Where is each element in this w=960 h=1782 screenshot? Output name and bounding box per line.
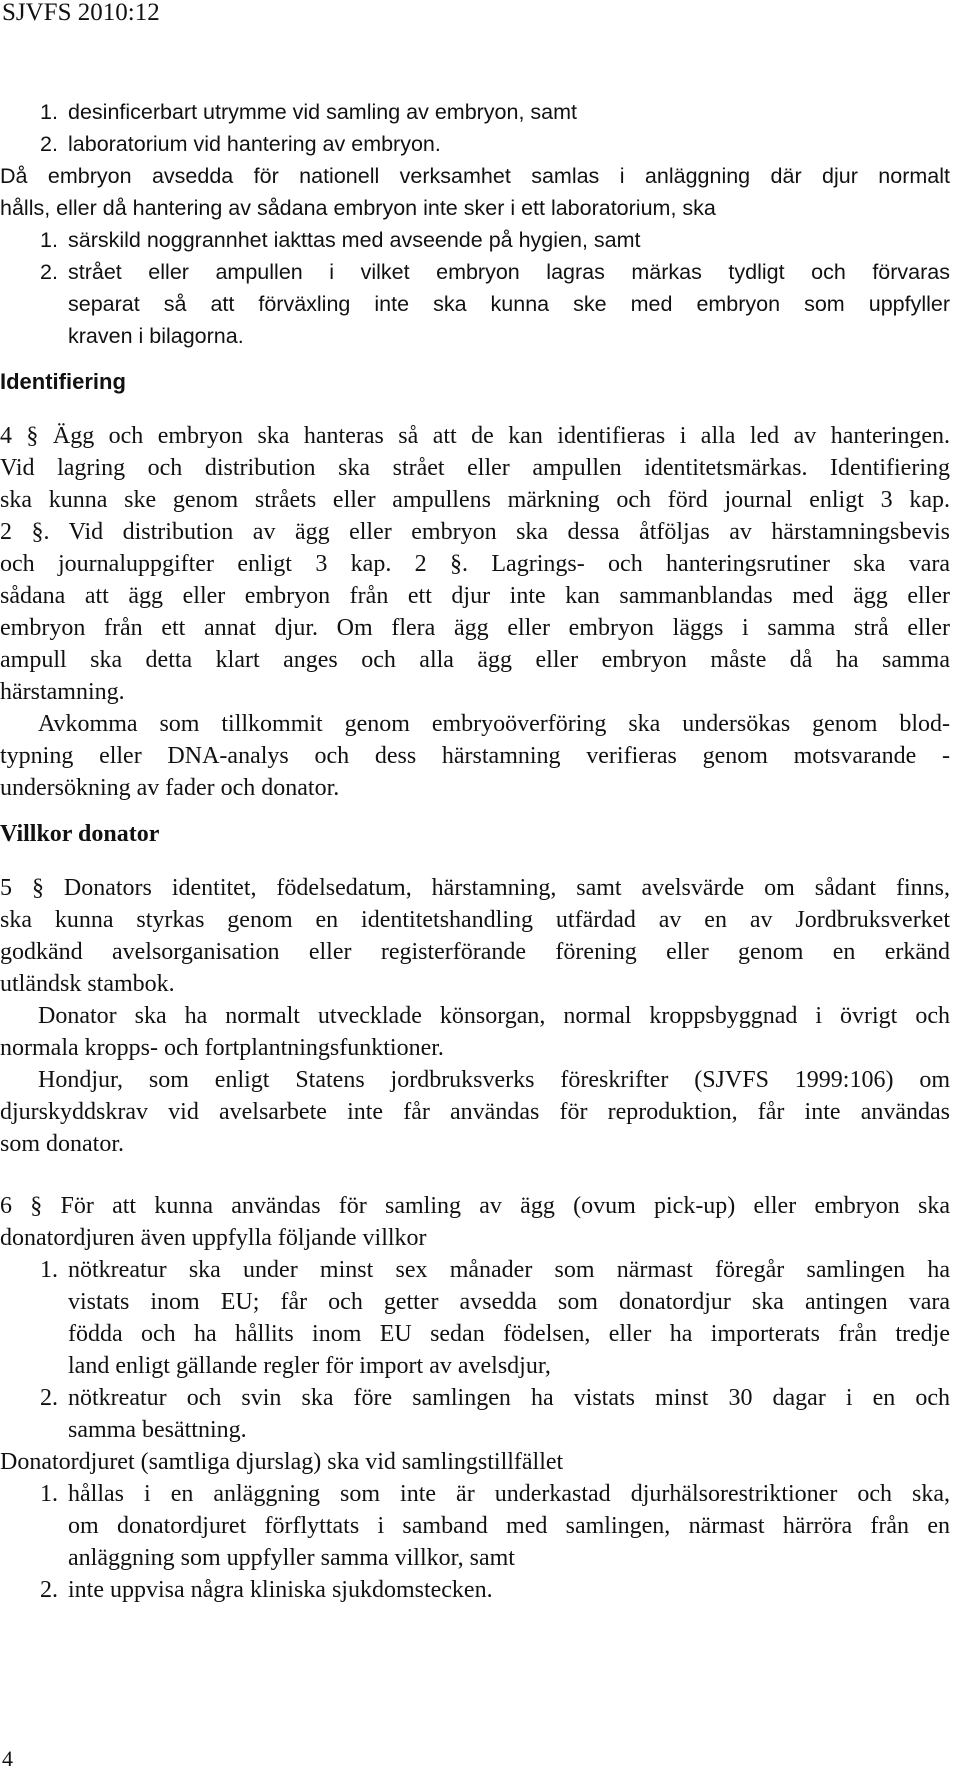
list-number: 2. [40,260,58,284]
text-line: födda och ha hållits inom EU sedan födelsen, eller ha importerats från tredje [68,1321,950,1347]
list-number: 1. [40,1257,58,1283]
list-item [0,224,950,256]
text-line: ska kunna ske genom stråets eller ampullens märkning och förd journal enligt 3 kap. [0,487,950,513]
paragraph-5 [0,872,950,1000]
text-line: utländsk stambok. [0,971,175,997]
text-line: separat så att förväxling inte ska kunna ske med embryon som uppfyller [68,292,950,316]
text-line: djurskyddskrav vid avelsarbete inte får användas för reproduktion, får inte användas [0,1099,950,1125]
paragraph-offspring [0,708,950,804]
text-line: anläggning som uppfyller samma villkor, samt [68,1545,515,1571]
list-number: 2. [40,132,58,156]
text-line: normala kropps- och fortplantningsfunktioner. [0,1035,444,1061]
list-item [0,1254,950,1382]
text-line: om donatordjuret förflyttats i samband med samlingen, närmast härröra från en [68,1513,950,1539]
list-number: 1. [40,228,58,252]
text-line: donatordjuren även uppfylla följande villkor [0,1225,427,1251]
paragraph-4 [0,420,950,708]
text-line: typning eller DNA-analys och dess härstamning verifieras genom motsvarande - [0,743,950,769]
text-line: 6 § För att kunna användas för samling av ägg (ovum pick-up) eller embryon ska [0,1193,950,1219]
text-line: undersökning av fader och donator. [0,775,340,801]
text-line: 2 §. Vid distribution av ägg eller embryon ska dessa åtföljas av härstamningsbevis [0,519,950,545]
text-line: som donator. [0,1131,124,1157]
document-body [0,96,950,1606]
paragraph-organs [0,1000,950,1064]
intro-list [0,96,950,160]
list-text: laboratorium vid hantering av embryon. [68,132,441,156]
list-number: 1. [40,100,58,124]
list-number: 2. [40,1577,58,1603]
text-line: inte uppvisa några kliniska sjukdomstecken. [68,1577,493,1603]
intro-conditions-list [0,224,950,352]
text-line: hålls, eller då hantering av sådana embryon inte sker i ett laboratorium, ska [0,196,716,220]
donor-intro-line: Donatordjuret (samtliga djurslag) ska vid samlingstillfället [0,1449,564,1475]
page-number: 4 [2,1746,13,1771]
list-item [0,1382,950,1446]
text-line: kraven i bilagorna. [68,324,244,348]
text-line: samma besättning. [68,1417,247,1443]
list-item [0,128,950,160]
section-heading-villkor-donator: Villkor donator [0,821,160,847]
paragraph-6-list [0,1254,950,1446]
section-heading-identifiering: Identifiering [0,369,126,394]
text-line: nötkreatur och svin ska före samlingen ha vistats minst 30 dagar i en och [68,1385,950,1411]
text-line: embryon från ett annat djur. Om flera ägg eller embryon läggs i samma strå eller [0,615,950,641]
list-number: 1. [40,1481,58,1507]
list-item [0,1574,950,1606]
list-text: desinficerbart utrymme vid samling av embryon, samt [68,100,578,124]
text-line: och journaluppgifter enligt 3 kap. 2 §. Lagrings- och hanteringsrutiner ska vara [0,551,950,577]
text-line: hållas i en anläggning som inte är underkastad djurhälsorestriktioner och ska, [68,1481,950,1507]
list-item [0,96,950,128]
text-line: Avkomma som tillkommit genom embryoöverföring ska undersökas genom blod- [38,711,950,737]
text-line: ska kunna styrkas genom en identitetshandling utfärdad av en av Jordbruksverket [0,907,950,933]
donor-list [0,1478,950,1606]
text-line: strået eller ampullen i vilket embryon lagras märkas tydligt och förvaras [68,260,950,284]
text-line: Då embryon avsedda för nationell verksamhet samlas i anläggning där djur normalt [0,164,950,188]
text-line: härstamning. [0,679,125,705]
paragraph-hondjur [0,1064,950,1160]
list-text: särskild noggrannhet iakttas med avseende på hygien, samt [68,228,641,252]
intro-paragraph [0,160,950,224]
text-line: land enligt gällande regler för import av avelsdjur, [68,1353,551,1379]
text-line: nötkreatur ska under minst sex månader som närmast föregår samlingen ha [68,1257,950,1283]
page-header: SJVFS 2010:12 [2,0,160,26]
text-line: Vid lagring och distribution ska strået eller ampullen identitetsmärkas. Identifiering [0,455,950,481]
text-line: godkänd avelsorganisation eller registerförande förening eller genom en erkänd [0,939,950,965]
text-line: 5 § Donators identitet, födelsedatum, härstamning, samt avelsvärde om sådant finns, [0,875,950,901]
text-line: vistats inom EU; får och getter avsedda som donatordjur ska antingen vara [68,1289,950,1315]
text-line: Hondjur, som enligt Statens jordbruksverks föreskrifter (SJVFS 1999:106) om [38,1067,950,1093]
list-number: 2. [40,1385,58,1411]
text-line: ampull ska detta klart anges och alla ägg eller embryon måste då ha samma [0,647,950,673]
text-line: sådana att ägg eller embryon från ett djur inte kan sammanblandas med ägg eller [0,583,950,609]
paragraph-6 [0,1190,950,1254]
list-item [0,256,950,352]
list-item [0,1478,950,1574]
text-line: Donator ska ha normalt utvecklade könsorgan, normal kroppsbyggnad i övrigt och [38,1003,950,1029]
text-line: 4 § Ägg och embryon ska hanteras så att de kan identifieras i alla led av hanteringen. [0,423,950,449]
